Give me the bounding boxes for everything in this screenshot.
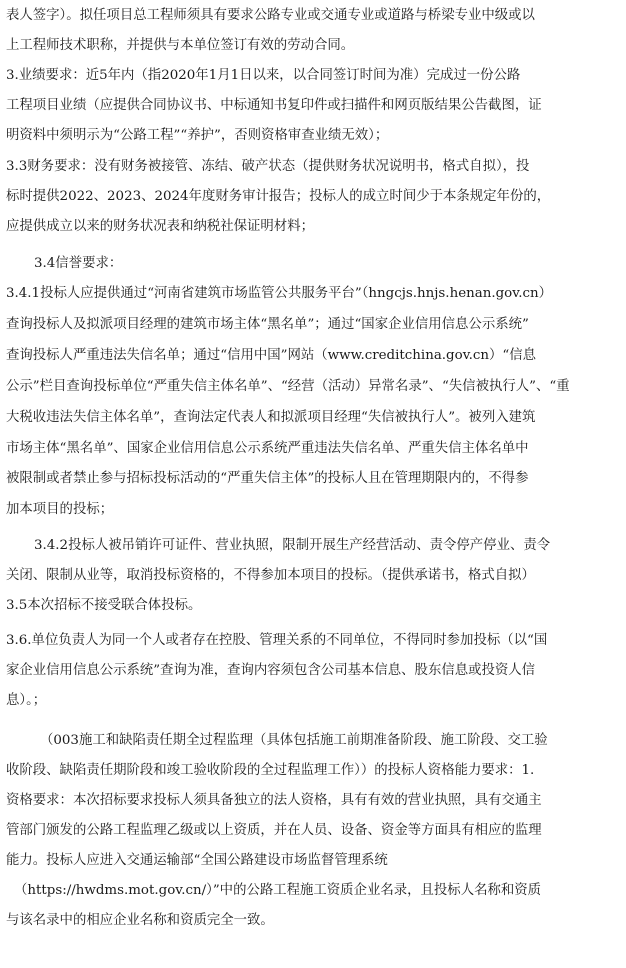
text-line: 加本项目的投标；	[6, 502, 114, 517]
text-line: 关闭、限制从业等，取消投标资格的，不得参加本项目的投标。（提供承诺书，格式自拟）	[6, 568, 535, 583]
text-line: 明资料中须明示为“公路工程”“养护”，否则资格审查业绩无效）；	[6, 128, 389, 143]
text-line: 被限制或者禁止参与招标投标活动的“严重失信主体”的投标人且在管理期限内的，不得参	[6, 471, 529, 486]
text-line: 表人签字）。拟任项目总工程师须具有要求公路专业或交通专业或道路与桥梁专业中级或以	[6, 8, 535, 23]
text-line: （https://hwdms.mot.gov.cn/）”中的公路工程施工资质企业名录，且投标人名称和资质	[14, 883, 542, 898]
text-line: 收阶段、缺陷责任期阶段和竣工验收阶段的全过程监理工作））的投标人资格能力要求：1.	[6, 763, 535, 778]
text-line: 3.6.单位负责人为同一个人或者存在控股、管理关系的不同单位，不得同时参加投标（以“国	[6, 633, 548, 648]
text-line: 与该名录中的相应企业名称和资质完全一致。	[6, 913, 274, 928]
text-line: 资格要求：本次招标要求投标人须具备独立的法人资格，具有有效的营业执照，具有交通主	[6, 793, 542, 808]
text-line: 标时提供2022、2023、2024年度财务审计报告；投标人的成立时间少于本条规定年份的，	[6, 189, 551, 204]
text-line: 能力。投标人应进入交通运输部“全国公路建设市场监督管理系统	[6, 853, 388, 868]
text-line: 3.4信誉要求：	[34, 256, 123, 271]
text-line: 上工程师技术职称，并提供与本单位签订有效的劳动合同。	[6, 38, 355, 53]
text-line: 3.业绩要求：近5年内（指2020年1月1日以来，以合同签订时间为准）完成过一份公路	[6, 68, 521, 83]
text-line: 息）。；	[6, 693, 47, 708]
text-line: 3.4.1投标人应提供通过“河南省建筑市场监管公共服务平台”（hngcjs.hnjs.henan.gov.cn）	[6, 286, 552, 301]
text-line: 管部门颁发的公路工程监理乙级或以上资质，并在人员、设备、资金等方面具有相应的监理	[6, 823, 542, 838]
text-line: 查询投标人及拟派项目经理的建筑市场主体“黑名单”；通过“国家企业信用信息公示系统”	[6, 317, 529, 332]
text-line: （003施工和缺陷责任期全过程监理（具体包括施工前期准备阶段、施工阶段、交工验	[40, 733, 548, 748]
text-line: 大税收违法失信主体名单”，查询法定代表人和拟派项目经理“失信被执行人”。被列入建筑	[6, 410, 536, 425]
text-line: 3.4.2投标人被吊销许可证件、营业执照，限制开展生产经营活动、责令停产停业、责令	[34, 538, 551, 553]
text-line: 公示”栏目查询投标单位“严重失信主体名单”、“经营（活动）异常名录”、“失信被执行人”、“重	[6, 379, 570, 394]
text-line: 家企业信用信息公示系统”查询为准，查询内容须包含公司基本信息、股东信息或投资人信	[6, 663, 536, 678]
text-line: 查询投标人严重违法失信名单；通过“信用中国”网站（www.creditchina.gov.cn）“信息	[6, 348, 537, 363]
text-line: 市场主体“黑名单”、国家企业信用信息公示系统严重违法失信名单、严重失信主体名单中	[6, 441, 529, 456]
text-line: 3.5本次招标不接受联合体投标。	[6, 598, 202, 613]
text-line: 应提供成立以来的财务状况表和纳税社保证明材料；	[6, 219, 314, 234]
text-line: 3.3财务要求：没有财务被接管、冻结、破产状态（提供财务状况说明书，格式自拟），投	[6, 159, 530, 174]
text-line: 工程项目业绩（应提供合同协议书、中标通知书复印件或扫描件和网页版结果公告截图，证	[6, 98, 542, 113]
